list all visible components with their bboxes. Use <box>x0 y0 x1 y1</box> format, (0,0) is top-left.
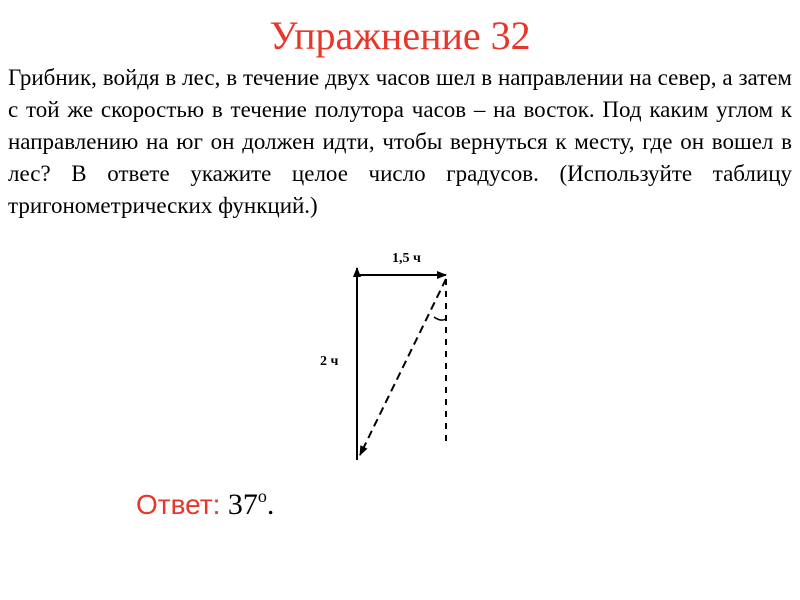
answer-number: 37 <box>227 488 258 521</box>
degree-mark: o <box>257 486 267 506</box>
vector-diagram <box>300 235 480 475</box>
angle-arc <box>434 317 446 320</box>
exercise-title: Упражнение 32 <box>269 13 531 58</box>
north-label: 2 ч <box>320 354 339 369</box>
return-vector <box>360 279 446 455</box>
answer-label: Ответ: <box>136 489 221 520</box>
answer-value <box>228 488 275 521</box>
answer-end: . <box>266 488 275 521</box>
answer-line <box>136 476 274 525</box>
problem-statement: Грибник, войдя в лес, в течение двух часов шел в направлении на север, а затем с той же скоростью в течение полутора часов – на восток. Под каким углом к направлению на юг он должен идти, чтобы вернуться к месту, где он вошел в лес? В ответе укажите целое число градусов. (Используйте таблицу тригонометрических функций.) <box>8 65 792 218</box>
east-label: 1,5 ч <box>392 251 421 266</box>
